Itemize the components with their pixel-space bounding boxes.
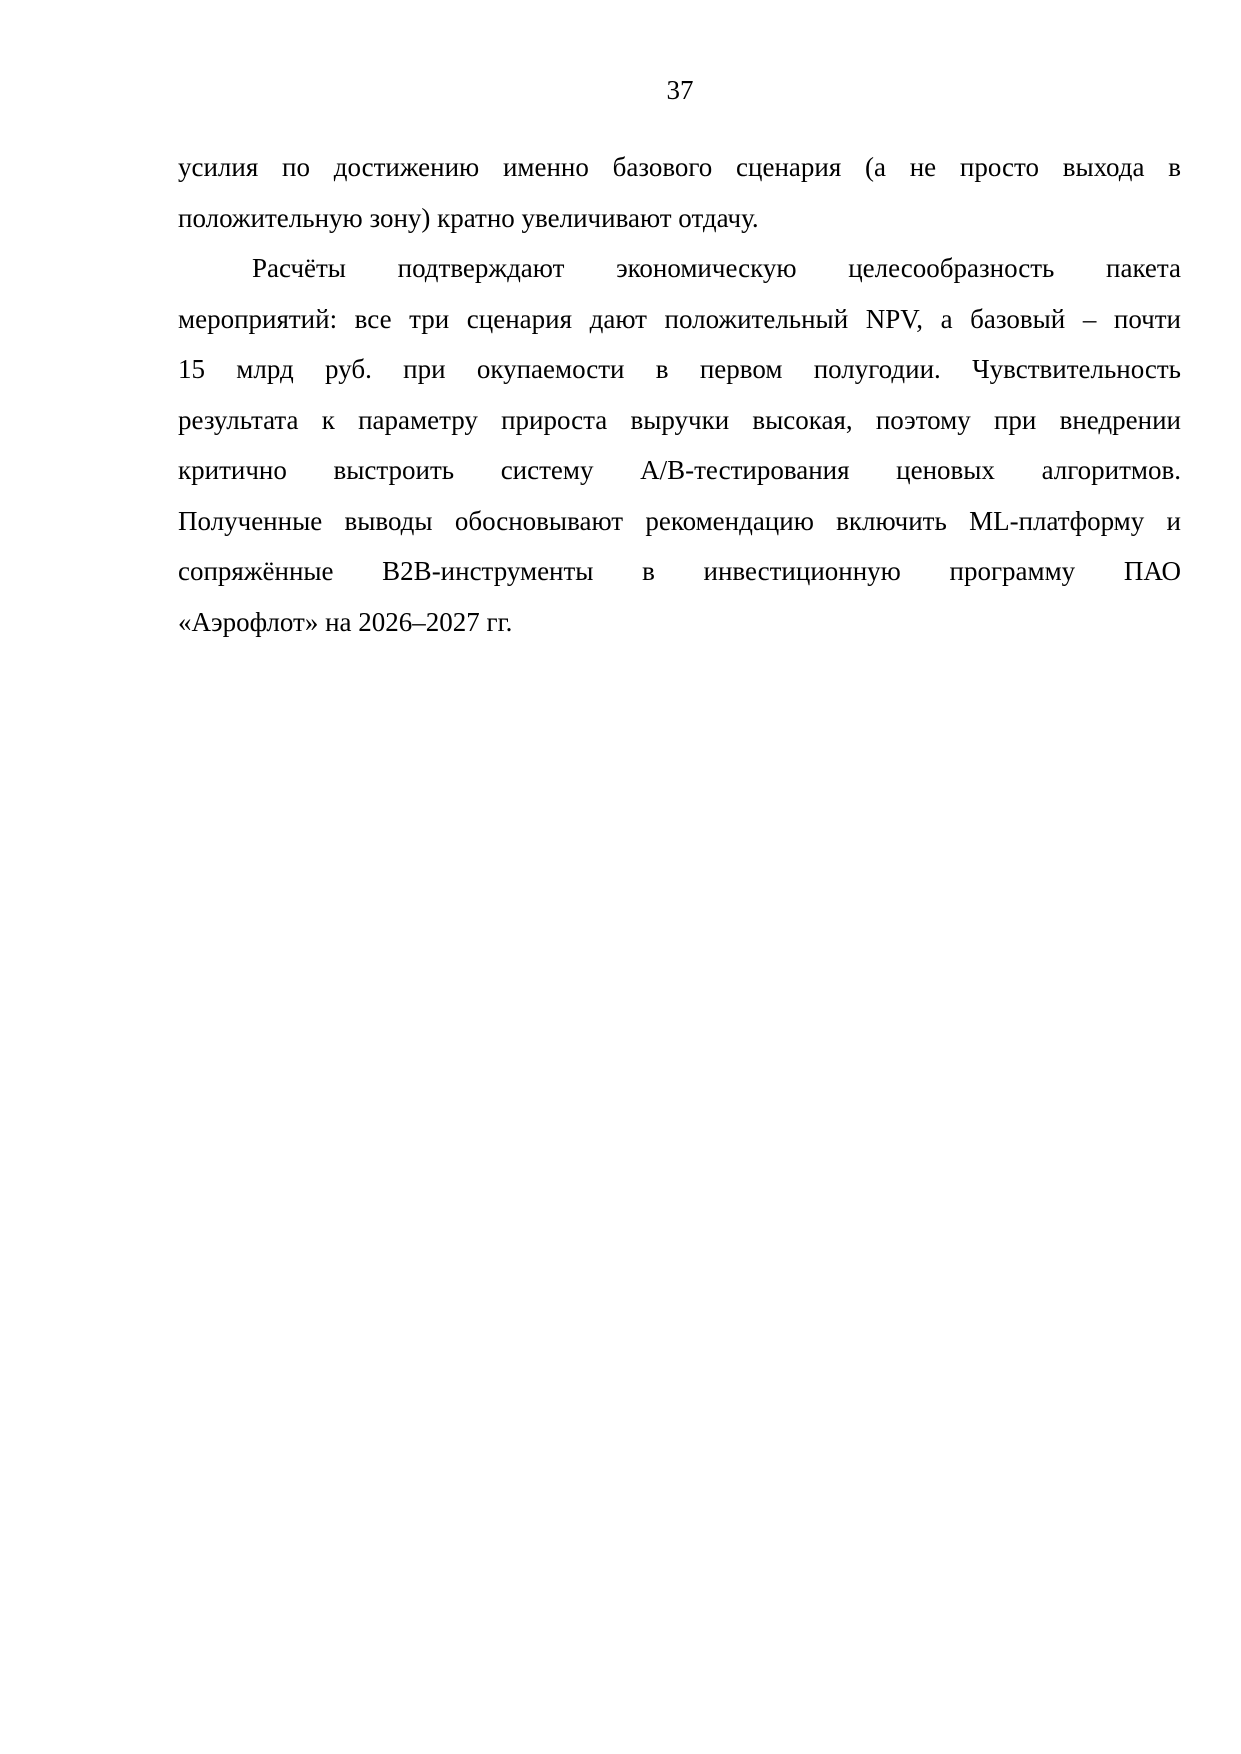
text-line: Полученные выводы обосновывают рекомендацию включить ML-платформу и xyxy=(178,505,1181,536)
text-line: Расчёты подтверждают экономическую целесообразность пакета xyxy=(252,253,1181,283)
text-line: критично выстроить систему A/B-тестирования ценовых алгоритмов. xyxy=(178,455,1181,485)
paragraph-conclusion xyxy=(178,243,1181,647)
text-line: мероприятий: все три сценария дают положительный NPV, а базовый – почти xyxy=(178,303,1181,334)
text-line: усилия по достижению именно базового сценария (а не просто выхода в xyxy=(178,152,1181,182)
text-line: 15 млрд руб. при окупаемости в первом полугодии. Чувствительность xyxy=(178,354,1181,384)
text-line: сопряжённые B2B-инструменты в инвестиционную программу ПАО xyxy=(178,556,1181,586)
document-body xyxy=(178,142,1181,647)
page-number: 37 xyxy=(666,75,694,105)
text-line: положительную зону) кратно увеличивают отдачу. xyxy=(178,202,759,233)
text-line: «Аэрофлот» на 2026–2027 гг. xyxy=(178,606,513,637)
text-line: результата к параметру прироста выручки высокая, поэтому при внедрении xyxy=(178,404,1181,435)
paragraph-continuation xyxy=(178,142,1181,243)
